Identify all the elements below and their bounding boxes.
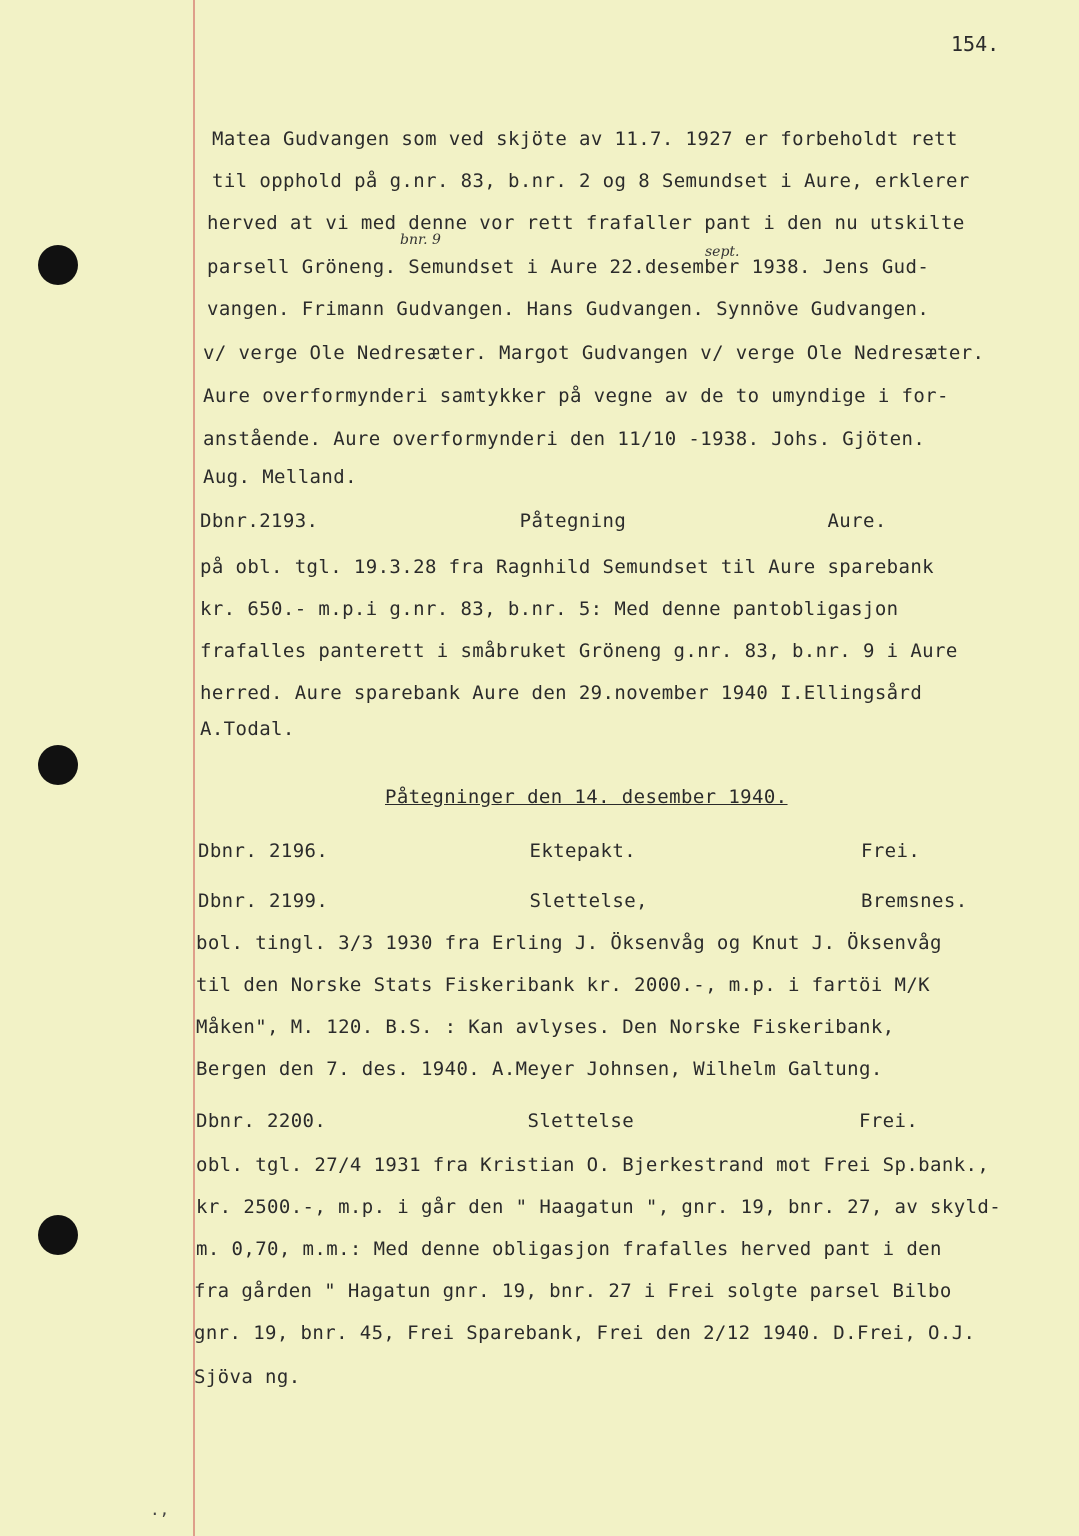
binder-hole: [38, 1215, 78, 1255]
entry-header: Dbnr. 2199. Slettelse, Bremsnes.: [198, 890, 968, 912]
text-line: Sjöva ng.: [194, 1366, 301, 1388]
binder-hole: [38, 745, 78, 785]
handwritten-insert: sept.: [705, 244, 740, 260]
text-line: m. 0,70, m.m.: Med denne obligasjon frafalles herved pant i den: [196, 1238, 942, 1260]
margin-rule: [193, 0, 195, 1536]
text-line: herved at vi med denne vor rett frafaller pant i den nu utskilte: [207, 212, 965, 234]
text-line: gnr. 19, bnr. 45, Frei Sparebank, Frei den 2/12 1940. D.Frei, O.J.: [194, 1322, 976, 1344]
text-line: til den Norske Stats Fiskeribank kr. 2000.-, m.p. i fartöi M/K: [196, 974, 931, 996]
binder-hole: [38, 245, 78, 285]
text-line: A.Todal.: [200, 718, 295, 740]
handwritten-insert: bnr. 9: [400, 232, 441, 248]
text-line: kr. 650.- m.p.i g.nr. 83, b.nr. 5: Med denne pantobligasjon: [200, 598, 899, 620]
text-line: parsell Gröneng. Semundset i Aure 22.desember 1938. Jens Gud-: [207, 256, 930, 278]
text-line: Bergen den 7. des. 1940. A.Meyer Johnsen, Wilhelm Galtung.: [196, 1058, 883, 1080]
text-line: bol. tingl. 3/3 1930 fra Erling J. Öksenvåg og Knut J. Öksenvåg: [196, 932, 942, 954]
text-line: obl. tgl. 27/4 1931 fra Kristian O. Bjerkestrand mot Frei Sp.bank.,: [196, 1154, 990, 1176]
entry-header: Dbnr.2193. Påtegning Aure.: [200, 510, 887, 532]
text-line: til opphold på g.nr. 83, b.nr. 2 og 8 Semundset i Aure, erklerer: [212, 170, 970, 192]
text-line: Måken", M. 120. B.S. : Kan avlyses. Den Norske Fiskeribank,: [196, 1016, 895, 1038]
text-line: anstående. Aure overformynderi den 11/10 -1938. Johs. Gjöten.: [203, 428, 926, 450]
text-line: kr. 2500.-, m.p. i går den " Haagatun ", gnr. 19, bnr. 27, av skyld-: [196, 1196, 1002, 1218]
text-line: på obl. tgl. 19.3.28 fra Ragnhild Semundset til Aure sparebank: [200, 556, 935, 578]
text-line: Matea Gudvangen som ved skjöte av 11.7. 1927 er forbeholdt rett: [212, 128, 958, 150]
ink-mark: .,: [150, 1500, 170, 1519]
text-line: Aure overformynderi samtykker på vegne av de to umyndige i for-: [203, 385, 949, 407]
text-line: Aug. Melland.: [203, 466, 357, 488]
text-line: fra gården " Hagatun gnr. 19, bnr. 27 i Frei solgte parsel Bilbo: [194, 1280, 952, 1302]
entry-header: Dbnr. 2196. Ektepakt. Frei.: [198, 840, 921, 862]
section-heading: Påtegninger den 14. desember 1940.: [385, 786, 788, 808]
text-line: frafalles panterett i småbruket Gröneng g.nr. 83, b.nr. 9 i Aure: [200, 640, 958, 662]
text-line: herred. Aure sparebank Aure den 29.november 1940 I.Ellingsård: [200, 682, 923, 704]
text-line: vangen. Frimann Gudvangen. Hans Gudvangen. Synnöve Gudvangen.: [207, 298, 930, 320]
page-number: 154.: [951, 32, 1000, 56]
entry-header: Dbnr. 2200. Slettelse Frei.: [196, 1110, 919, 1132]
text-line: v/ verge Ole Nedresæter. Margot Gudvangen v/ verge Ole Nedresæter.: [203, 342, 985, 364]
